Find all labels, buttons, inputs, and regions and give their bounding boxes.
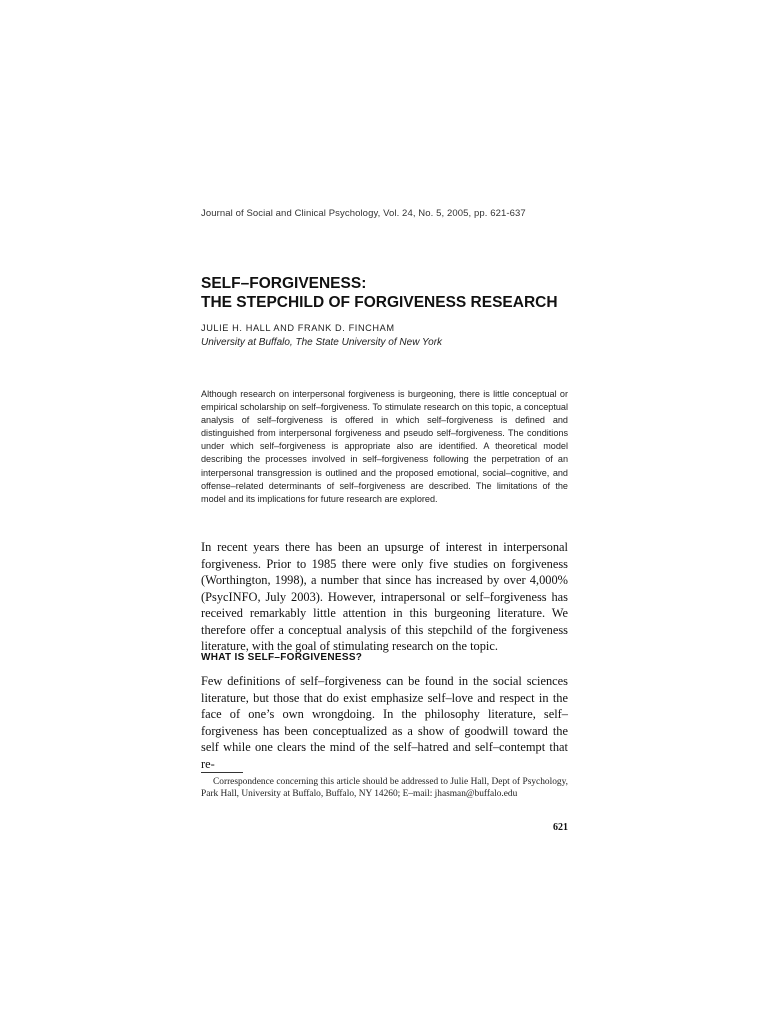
article-title	[201, 274, 558, 312]
abstract: Although research on interpersonal forgiveness is burgeoning, there is little conceptual or empirical scholarship on self–forgiveness. To stimulate research on this topic, a conceptual analysis of self–forgiveness is offered in which self–forgiveness is defined and distinguished from interpersonal forgiveness and pseudo self–forgiveness. The conditions under which self–forgiveness is appropriate also are identified. A theoretical model describing the processes involved in self–forgiveness following the perpetration of an interpersonal transgression is outlined and the proposed emotional, social–cognitive, and offense–related determinants of self–forgiveness are described. The limitations of the model and its implications for future research are explored.	[201, 389, 568, 504]
section-paragraph: Few definitions of self–forgiveness can be found in the social sciences literature, but those that do exist emphasize self–love and respect in the face of one’s own wrongdoing. In the philosophy literature, self–forgiveness has been conceptualized as a show of goodwill toward the self while one clears the mind of the self–hatred and self–contempt that re-	[201, 674, 568, 771]
page-number: 621	[553, 822, 568, 833]
article-title-line-1: SELF–FORGIVENESS:	[201, 275, 367, 292]
article-title-line-2: THE STEPCHILD OF FORGIVENESS RESEARCH	[201, 294, 558, 311]
article-authors: JULIE H. HALL AND FRANK D. FINCHAM	[201, 323, 395, 333]
footnote: Correspondence concerning this article should be addressed to Julie Hall, Dept of Psychology, Park Hall, University at Buffalo, Buffalo, NY 14260; E–mail: jhasman@buffalo.edu	[201, 777, 568, 800]
section-heading: WHAT IS SELF–FORGIVENESS?	[201, 652, 363, 663]
journal-citation: Journal of Social and Clinical Psychology, Vol. 24, No. 5, 2005, pp. 621-637	[201, 208, 526, 219]
intro-paragraph: In recent years there has been an upsurge of interest in interpersonal forgiveness. Prior to 1985 there were only five studies on forgiveness (Worthington, 1998), a number that since has increased by over 4,000% (PsycINFO, July 2003). However, intrapersonal or self–forgiveness has received remarkably little attention in this burgeoning literature. We therefore offer a conceptual analysis of this stepchild of the forgiveness literature, with the goal of stimulating research on the topic.	[201, 540, 568, 653]
author-affiliation: University at Buffalo, The State University of New York	[201, 337, 443, 348]
footnote-divider	[201, 772, 243, 773]
